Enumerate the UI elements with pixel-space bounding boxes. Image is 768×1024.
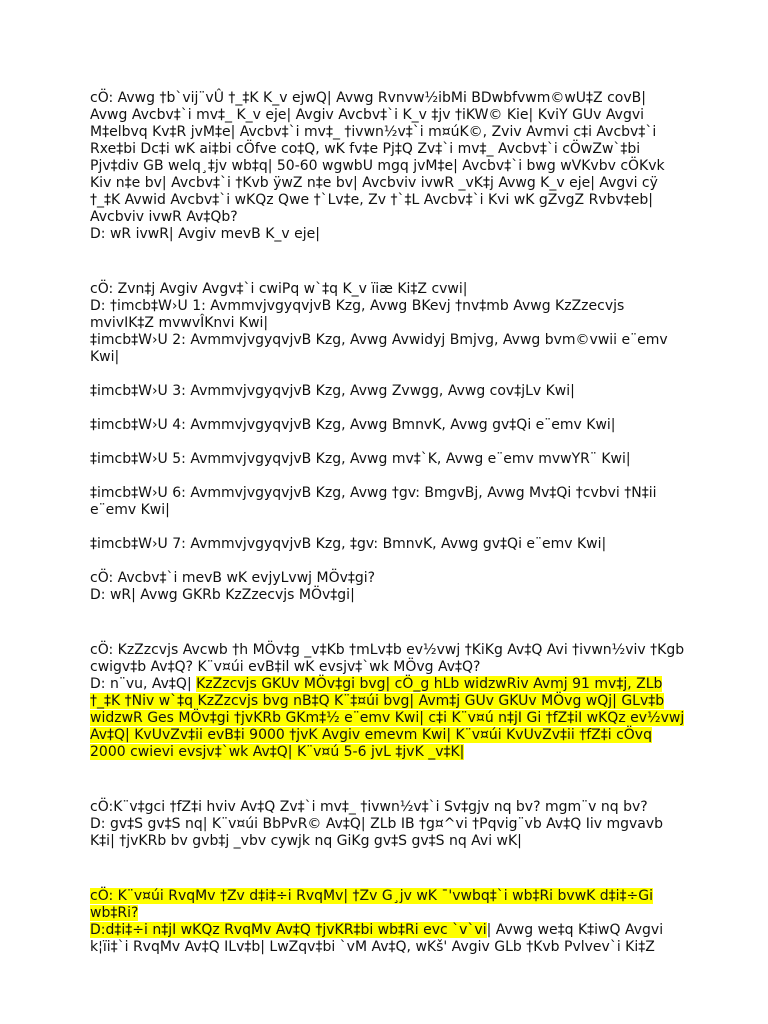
answer-line	[90, 727, 690, 744]
text-line: cÖ: Zvn‡j Avgiv Avgv‡`i cwiPq w`‡q K_v ïiæ Ki‡Z cvwi|	[90, 281, 468, 297]
answer-line	[90, 676, 690, 693]
highlighted-text: †_‡K †Niv w`‡q KzZzcvjs bvg nB‡Q K¨‡¤úi bvg| Avm‡j GUv GKUv MÖvg wQj| GLv‡b	[90, 693, 665, 709]
respondent-line: ‡imcb‡W›U 3: AvmmvjvgyqvjvB Kzg, Avwg Zvwgg, Avwg cov‡jLv Kwi|	[90, 383, 575, 399]
answer-line	[90, 710, 690, 727]
respondent-line: e¨emv Kwi|	[90, 502, 170, 518]
land-qa-block	[90, 888, 690, 956]
text-line: D: †imcb‡W›U 1: AvmmvjvgyqvjvB Kzg, Avwg BKevj †nv‡mb Avwg KzZzecvjs	[90, 298, 625, 314]
village-qa-block	[90, 642, 690, 761]
text-line: Avcbviv ivwR Av‡Qb?	[90, 209, 238, 225]
question-line: cÖ:K¨v‡gci †fZ‡i hviv Av‡Q Zv‡`i mv‡_ †ivwn½v‡`i Sv‡gjv nq bv? mgm¨v nq bv?	[90, 799, 648, 815]
highlighted-text: Av‡Q| KvUvZv‡ii evB‡i 9000 †jvK Avgiv emevm Kwi| K¨v¤úi KvUvZv‡ii †fZ‡i cÖvq	[90, 727, 652, 743]
respondent-line: ‡imcb‡W›U 2: AvmmvjvgyqvjvB Kzg, Avwg Avwidyj Bmjvg, Avwg bvm©vwii e¨emv	[90, 332, 668, 348]
document-page	[90, 90, 690, 956]
text-line: Pjv‡div GB welq¸‡jv wb‡q| 50-60 wgwbU mgq jvM‡e| Avcbv‡`i bwg wVKvbv cÖKvk	[90, 158, 665, 174]
respondent-line: ‡imcb‡W›U 7: AvmmvjvgyqvjvB Kzg, ‡gv: BmnvK, Avwg gv‡Qi e¨emv Kwi|	[90, 536, 607, 552]
text-line: D: wR ivwR| Avgiv mevB K_v eje|	[90, 226, 320, 242]
highlighted-text: wb‡Ri?	[90, 905, 139, 921]
question-line: cÖ: Avcbv‡`i mevB wK evjyLvwj MÖv‡gi?	[90, 570, 376, 586]
highlighted-text: D:d‡i‡÷i n‡jI wKQz RvqMv Av‡Q †jvKR‡bi wb‡Ri evc `v`vi	[90, 922, 487, 938]
highlighted-text: 2000 cwievi evsjv‡`wk Av‡Q| K¨v¤ú 5-6 jvL ‡jvK _v‡K|	[90, 744, 465, 760]
text-line: mvivIK‡Z mvwvÎKnvi Kwi|	[90, 315, 269, 331]
question-line	[90, 888, 690, 905]
answer-line: K‡i| †jvKRb bv gvb‡j _vbv cywjk nq GiKg gv‡S gv‡S nq Avi wK|	[90, 833, 522, 849]
respondent-line: ‡imcb‡W›U 5: AvmmvjvgyqvjvB Kzg, Avwg mv‡`K, Avwg e¨emv mvwYR¨ Kwi|	[90, 451, 631, 467]
text-line: Avwg Avcbv‡`i mv‡_ K_v eje| Avgiv Avcbv‡`i K_v ‡jv †iKW© Kie| KviY GUv Avgvi	[90, 107, 645, 123]
answer-line: D: gv‡S gv‡S nq| K¨v¤úi BbPvR© Av‡Q| ZLb IB †g¤^vi †Pqvig¨vb Av‡Q Iiv mgvavb	[90, 816, 664, 832]
answer-prefix: D: n¨vu, Av‡Q|	[90, 676, 197, 692]
highlighted-text: widzwR Ges MÖv‡gi †jvKRb GKm‡½ e¨emv Kwi| c‡i K¨v¤ú n‡jI Gi †fZ‡iI wKQz ev½vwj	[90, 710, 685, 726]
text-line: †_‡K Avwid Avcbv‡`i wKQz Qwe †`Lv‡e, Zv †`‡L Avcbv‡`i Kvi wK gZvgZ Rvbv‡eb|	[90, 192, 653, 208]
respondent-line: Kwi|	[90, 349, 120, 365]
text-line: Rxe‡bi Dc‡i wK ai‡bi cÖfve co‡Q, wK fv‡e Pj‡Q Zv‡`i mv‡_ Avcbv‡`i cÖwZw`‡bi	[90, 141, 641, 157]
text-line: cÖ: Avwg †b`vij¨vÛ †_‡K K_v ejwQ| Avwg Rvnvw½ibMi BDwbfvwm©wU‡Z covB|	[90, 90, 646, 106]
answer-line: k¦ïi‡`i RvqMv Av‡Q ILv‡b| LwZqv‡bi `vM Av‡Q, wKš' Avgiv GLb †Kvb Pvlvev`i Ki‡Z	[90, 939, 655, 955]
text-line: M‡elbvq Kv‡R jvM‡e| Avcbv‡`i mv‡_ †ivwn½v‡`i m¤úK©, Zviv Avmvi c‡i Avcbv‡`i	[90, 124, 657, 140]
question-line	[90, 905, 690, 922]
intro-block	[90, 90, 690, 243]
answer-line	[90, 922, 690, 939]
answer-line: D: wR| Avwg GKRb KzZzecvjs MÖv‡gi|	[90, 587, 355, 603]
answer-line	[90, 693, 690, 710]
respondent-line: ‡imcb‡W›U 4: AvmmvjvgyqvjvB Kzg, Avwg BmnvK, Avwg gv‡Qi e¨emv Kwi|	[90, 417, 616, 433]
question-line: cÖ: KzZzcvjs Avcwb †h MÖv‡g _v‡Kb †mLv‡b ev½vwj †KiKg Av‡Q Avi †ivwn½viv †Kgb	[90, 642, 685, 658]
answer-line	[90, 744, 690, 761]
highlighted-text: cÖ: K¨v¤úi RvqMv †Zv d‡i‡÷i RvqMv| †Zv G¸jv wK ¯'vwbq‡`i wb‡Ri bvwK d‡i‡÷Gi	[90, 888, 654, 904]
text-line: Kiv n‡e bv| Avcbv‡`i †Kvb ÿwZ n‡e bv| Avcbviv ivwR _vK‡j Avwg K_v eje| Avgvi cÿ	[90, 175, 658, 191]
answer-continuation: | Avwg we‡q K‡iwQ Avgvi	[486, 922, 664, 938]
highlighted-text: KzZzcvjs GKUv MÖv‡gi bvg| cÖ_g hLb widzwRiv Avmj 91 mv‡j, ZLb	[196, 676, 663, 692]
respondent-line: ‡imcb‡W›U 6: AvmmvjvgyqvjvB Kzg, Avwg †gv: BmgvBj, Avwg Mv‡Qi †cvbvi †N‡ii	[90, 485, 657, 501]
conflict-qa-block	[90, 799, 690, 850]
introductions-block	[90, 281, 690, 604]
question-line: cwigv‡b Av‡Q? K¨v¤úi evB‡il wK evsjv‡`wk MÖvg Av‡Q?	[90, 659, 481, 675]
